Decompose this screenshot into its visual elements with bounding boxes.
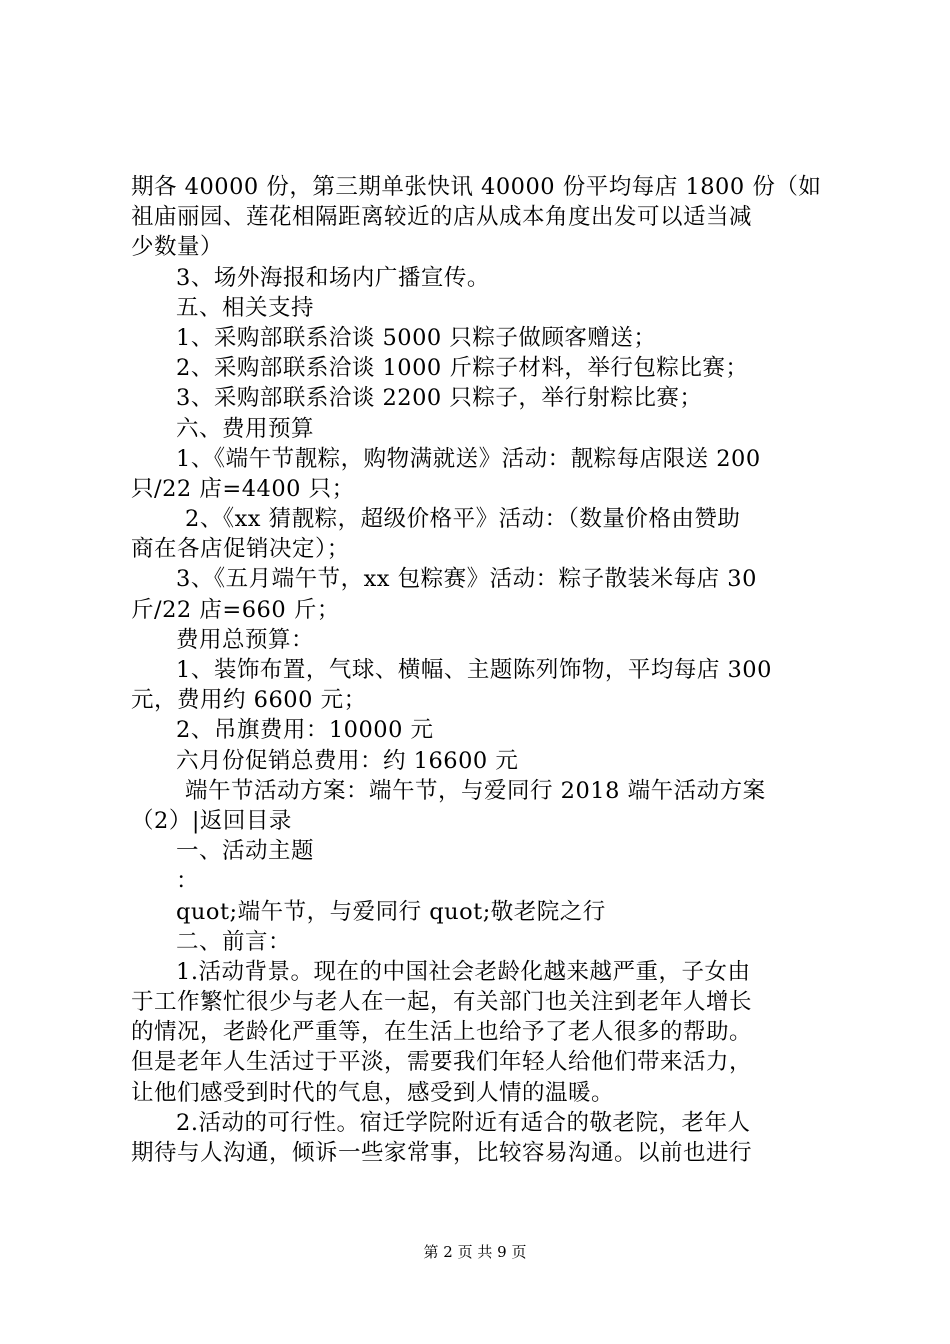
text-line: 商在各店促销决定）；: [131, 536, 350, 563]
text-line: 3、场外海报和场内广播宣传。: [176, 264, 490, 291]
text-line: 1、《端午节靓粽，购物满就送》活动：靓粽每店限送 200: [176, 445, 761, 472]
text-line: 2.活动的可行性。宿迁学院附近有适合的敬老院，老年人: [176, 1109, 751, 1136]
text-line: quot;端午节，与爱同行 quot;敬老院之行: [176, 898, 606, 925]
text-line: 2、吊旗费用：10000 元: [176, 717, 434, 744]
text-line: 五、相关支持: [176, 294, 315, 321]
text-line: 3、《五月端午节，xx 包粽赛》活动：粽子散装米每店 30: [176, 566, 757, 593]
text-line: 祖庙丽园、莲花相隔距离较近的店从成本角度出发可以适当减: [131, 204, 753, 231]
text-line: 于工作繁忙很少与老人在一起，有关部门也关注到老年人增长: [131, 989, 753, 1016]
text-line: 1.活动背景。现在的中国社会老龄化越来越严重，子女由: [176, 958, 751, 985]
text-line: 1、采购部联系洽谈 5000 只粽子做顾客赠送；: [176, 324, 657, 351]
text-line: 六月份促销总费用：约 16600 元: [176, 747, 519, 774]
text-line: （2）|返回目录: [131, 807, 292, 834]
text-line: 元，费用约 6600 元；: [131, 687, 367, 714]
text-line: 2、《xx 猜靓粽，超级价格平》活动：（数量价格由赞助: [185, 506, 741, 533]
page-footer: 第 2 页 共 9 页: [423, 1243, 527, 1261]
text-line: 2、采购部联系洽谈 1000 斤粽子材料，举行包粽比赛；: [176, 355, 749, 382]
text-line: 但是老年人生活过于平淡，需要我们年轻人给他们带来活力，: [131, 1049, 753, 1076]
text-line: 的情况，老龄化严重等，在生活上也给予了老人很多的帮助。: [131, 1019, 753, 1046]
text-line: 少数量）: [131, 234, 224, 261]
text-line: 期各 40000 份，第三期单张快讯 40000 份平均每店 1800 份（如: [131, 174, 822, 200]
text-line: 只/22 店=4400 只；: [131, 475, 355, 502]
text-line: 斤/22 店=660 斤；: [131, 596, 340, 623]
text-line: 端午节活动方案：端午节，与爱同行 2018 端午活动方案: [185, 777, 766, 804]
text-line: 六、费用预算: [176, 415, 315, 442]
text-line: 让他们感受到时代的气息，感受到人情的温暖。: [131, 1079, 615, 1106]
text-line: 1、装饰布置，气球、横幅、主题陈列饰物，平均每店 300: [176, 657, 772, 683]
text-line: 费用总预算：: [176, 626, 315, 653]
text-line: 一、活动主题: [176, 838, 315, 865]
text-line: 二、前言：: [176, 928, 292, 955]
document-body: [131, 172, 831, 1168]
text-line: 3、采购部联系洽谈 2200 只粽子，举行射粽比赛；: [176, 385, 703, 412]
text-line: 期待与人沟通，倾诉一些家常事，比较容易沟通。以前也进行: [131, 1140, 753, 1166]
text-line: ：: [176, 868, 200, 895]
